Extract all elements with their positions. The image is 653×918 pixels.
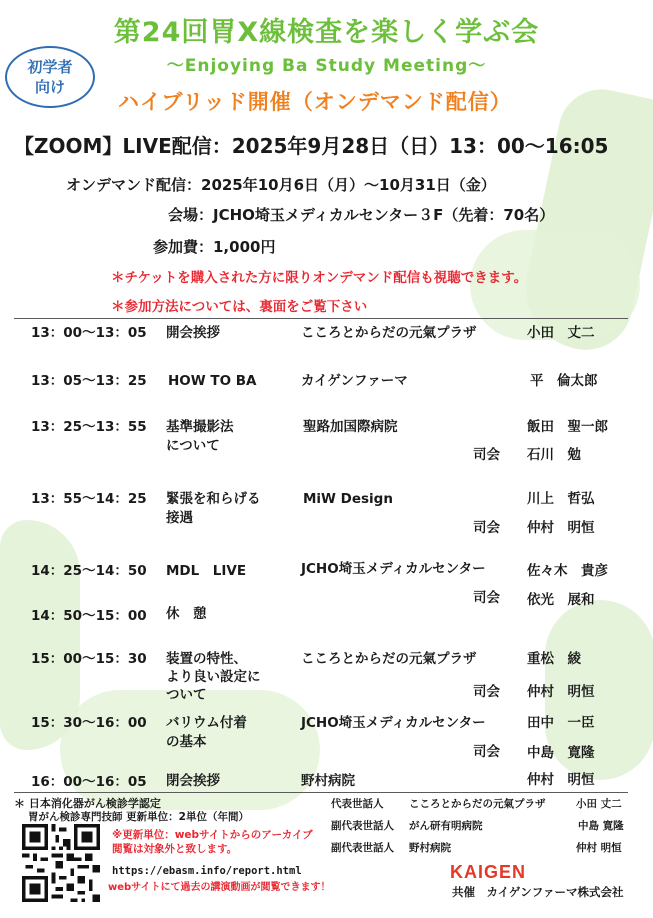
row-title-line-2: の基本 [166, 734, 207, 750]
row-time: 14：50～15：00 [31, 608, 147, 624]
cert-line-2: 胃がん検診専門技師 更新単位：2単位（年間） [28, 811, 249, 823]
row-speaker: 田中 一臣 [527, 715, 595, 731]
badge-line-2: 向け [34, 78, 65, 96]
row-speaker: 川上 哲弘 [527, 491, 595, 507]
row-chair: 仲村 明恒 [527, 684, 595, 700]
row-speaker: 佐々木 貴彦 [527, 563, 608, 579]
row-org: こころとからだの元氣プラザ [301, 325, 477, 341]
row-title-line-2: について [166, 438, 220, 454]
ticket-note: ＊チケットを購入された方に限りオンデマンド配信も視聴できます。 [111, 270, 528, 286]
row-time: 15：00～15：30 [31, 651, 147, 667]
row-org: MiW Design [303, 491, 393, 507]
row-chair: 石川 勉 [527, 447, 581, 463]
fee-info: 参加費：1,000円 [153, 238, 276, 256]
row-chair-label: 司会 [473, 684, 500, 700]
row-title: MDL LIVE [166, 563, 247, 579]
vice-representative-1-label: 副代表世話人 [331, 820, 394, 832]
row-chair-label: 司会 [473, 520, 500, 536]
row-org: 野村病院 [301, 773, 355, 789]
row-title-line-2: より良い設定に [166, 669, 261, 685]
row-title: 装置の特性、 [166, 651, 247, 667]
row-title: 緊張を和らげる [166, 491, 261, 507]
row-speaker: 仲村 明恒 [527, 772, 595, 788]
row-chair: 中島 寛隆 [527, 745, 595, 761]
vice-representative-1-name: 中島 寛隆 [578, 820, 624, 832]
row-org: 聖路加国際病院 [303, 419, 398, 435]
row-chair-label: 司会 [473, 744, 500, 760]
row-chair-label: 司会 [473, 590, 500, 606]
row-org: JCHO埼玉メディカルセンター [301, 715, 486, 731]
hybrid-notice: ハイブリッド開催（オンデマンド配信） [118, 90, 512, 114]
row-time: 13：55～14：25 [31, 491, 147, 507]
row-title: 閉会挨拶 [166, 773, 220, 789]
zoom-live-date: 【ZOOM】LIVE配信：2025年9月28日（日）13：00～16:05 [14, 134, 609, 158]
vice-representative-2-name: 仲村 明恒 [576, 842, 622, 854]
row-speaker: 平 倫太郎 [530, 373, 598, 389]
row-title: HOW TO BA [168, 373, 257, 389]
divider-bottom [14, 792, 628, 793]
row-time: 15：30～16：00 [31, 715, 147, 731]
ondemand-period: オンデマンド配信：2025年10月6日（月）～10月31日（金） [66, 176, 496, 194]
qr-code[interactable] [22, 824, 100, 902]
row-title: 基準撮影法 [166, 419, 234, 435]
page-subtitle: ～Enjoying Ba Study Meeting～ [166, 56, 487, 76]
beginner-badge [5, 46, 95, 108]
co-sponsor: 共催 カイゲンファーマ株式会社 [452, 885, 624, 899]
vice-representative-2-org: 野村病院 [409, 842, 451, 854]
representative-label: 代表世話人 [331, 798, 384, 810]
row-org: JCHO埼玉メディカルセンター [301, 561, 486, 577]
row-org: カイゲンファーマ [301, 373, 408, 389]
row-speaker: 小田 丈二 [527, 325, 595, 341]
row-title-line-3: ついて [166, 687, 207, 703]
row-time: 16：00～16：05 [31, 774, 147, 790]
web-note: webサイトにて過去の講演動画が閲覧できます！ [108, 882, 331, 893]
cert-note-1: ※更新単位：webサイトからのアーカイブ [112, 829, 313, 841]
participation-note: ＊参加方法については、裏面をご覧下さい [111, 299, 368, 315]
row-speaker: 飯田 聖一郎 [527, 419, 608, 435]
row-time: 13：25～13：55 [31, 419, 147, 435]
cert-line-1: ＊ 日本消化器がん検診学認定 [14, 797, 161, 810]
row-title: 開会挨拶 [166, 325, 220, 341]
row-title-line-2: 接遇 [166, 510, 193, 526]
representative-org: こころとからだの元氣プラザ [409, 798, 546, 810]
report-url[interactable]: https://ebasm.info/report.html [112, 865, 302, 877]
page-title: 第24回胃X線検査を楽しく学ぶ会 [113, 17, 540, 48]
vice-representative-2-label: 副代表世話人 [331, 842, 394, 854]
row-title: 休 憩 [166, 606, 207, 622]
row-time: 14：25～14：50 [31, 563, 147, 579]
row-title: バリウム付着 [166, 715, 247, 731]
row-time: 13：05～13：25 [31, 373, 147, 389]
row-chair-label: 司会 [473, 447, 500, 463]
divider-top [14, 318, 628, 319]
row-org: こころとからだの元氣プラザ [301, 651, 477, 667]
kaigen-logo: KAIGEN [450, 862, 527, 882]
row-time: 13：00～13：05 [31, 325, 147, 341]
representative-name: 小田 丈二 [576, 798, 622, 810]
cert-note-2: 閲覧は対象外と致します。 [112, 843, 238, 855]
row-speaker: 重松 綾 [527, 651, 581, 667]
row-chair: 依光 展和 [527, 592, 595, 608]
vice-representative-1-org: がん研有明病院 [409, 820, 483, 832]
venue-info: 会場：JCHO埼玉メディカルセンター３F（先着：70名） [168, 206, 555, 224]
badge-line-1: 初学者 [27, 58, 73, 76]
row-chair: 仲村 明恒 [527, 520, 595, 536]
